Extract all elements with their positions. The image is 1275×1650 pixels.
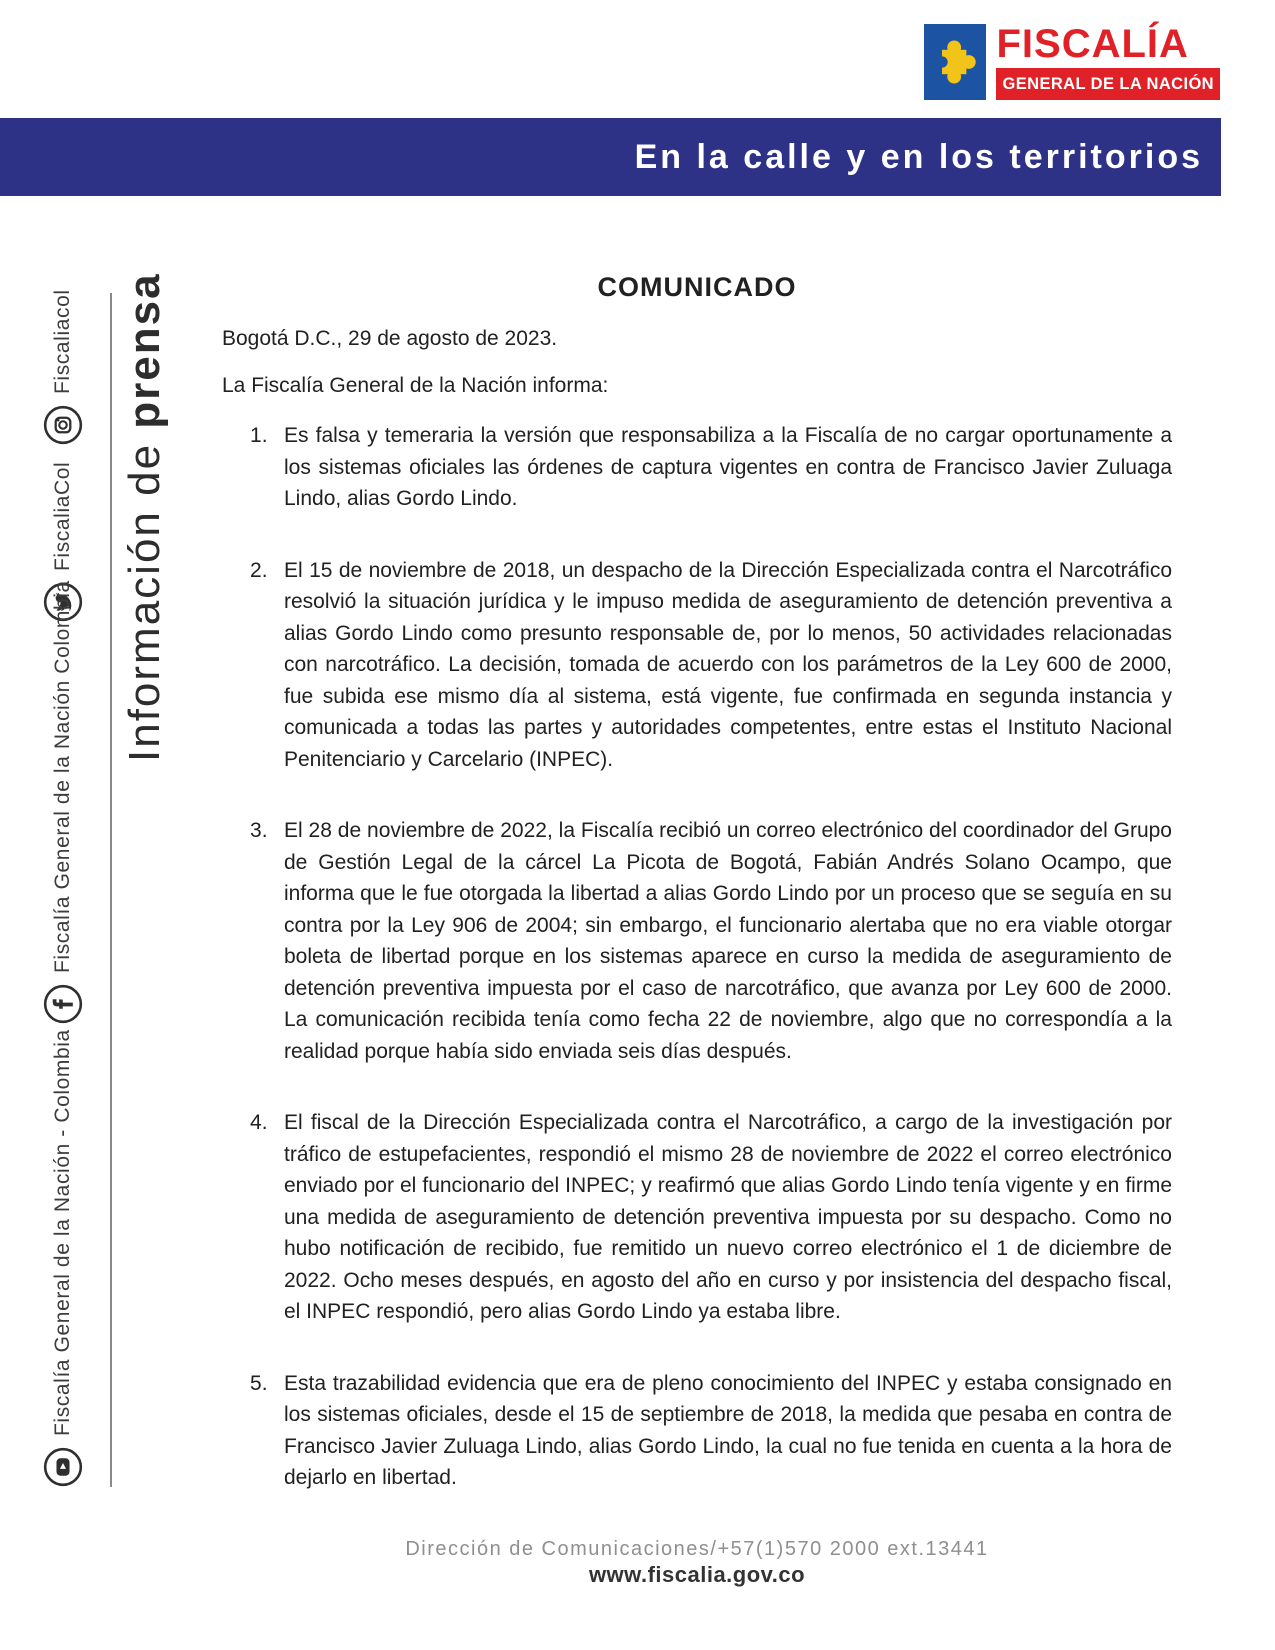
document-body: [222, 272, 1172, 1534]
sidebar-divider: [110, 293, 112, 1487]
youtube-icon: [43, 1447, 83, 1487]
dateline: Bogotá D.C., 29 de agosto de 2023.: [222, 327, 558, 350]
document-footer: [222, 1538, 1172, 1588]
facebook-icon: [43, 984, 83, 1024]
instagram-icon: [43, 405, 83, 445]
list-item: El 28 de noviembre de 2022, la Fiscalía recibió un correo electrónico del coordinador del Grupo de Gestión Legal de la cárcel La Picota de Bogotá, Fabián Andrés Solano Ocampo, que informa que le fue otorgada la libertad a alias Gordo Lindo por un proceso que se seguía en su contra por la Ley 906 de 2004; sin embargo, el funcionario alertaba que no era viable otorgar boleta de libertad porque en los sistemas aparece en curso la medida de aseguramiento de detención preventiva impuesta por el caso de narcotráfico, que avanza por Ley 600 de 2000. La comunicación recibida tenía como fecha 22 de noviembre, algo que no correspondía a la realidad porque había sido enviada seis días después.: [284, 819, 1172, 1063]
social-handle: Fiscalía General de la Nación - Colombia: [51, 1029, 74, 1436]
social-handle: FiscaliaCol: [51, 461, 74, 571]
social-handle: Fiscalía General de la Nación Colombia: [51, 580, 74, 973]
social-item-instagram: [42, 289, 84, 445]
list-item: Es falsa y temeraria la versión que responsabiliza a la Fiscalía de no cargar oportunamente a los sistemas oficiales las órdenes de captura vigentes en contra de Francisco Javier Zuluaga Lindo, alias Gordo Lindo.: [284, 424, 1172, 510]
puzzle-piece-icon: [924, 24, 986, 100]
list-item: Esta trazabilidad evidencia que era de pleno conocimiento del INPEC y estaba consignado en los sistemas oficiales, desde el 15 de septiembre de 2018, la medida que pesaba en contra de Francisco Javier Zuluaga Lindo, alias Gordo Lindo, la cual no fue tenida en cuenta a la hora de dejarlo en libertad.: [284, 1371, 1172, 1489]
logo-subtitle: GENERAL DE LA NACIÓN: [996, 68, 1220, 100]
list-item: El fiscal de la Dirección Especializada contra el Narcotráfico, a cargo de la investigación por tráfico de estupefacientes, respondió el mismo 28 de noviembre de 2022 el correo electrónico enviado por el funcionario del INPEC; y reafirmó que alias Gordo Lindo tenía vigente y en firme una medida de aseguramiento de detención preventiva impuesta por su despacho. Como no hubo notificación de recibido, fue remitido un nuevo correo electrónico el 1 de diciembre de 2022. Ocho meses después, en agosto del año en curso y por insistencia del despacho fiscal, el INPEC respondió, pero alias Gordo Lindo ya estaba libre.: [284, 1111, 1172, 1323]
numbered-list: [222, 420, 1172, 1494]
social-item-facebook: [42, 580, 84, 1024]
campaign-banner: [0, 118, 1221, 196]
social-handle: Fiscaliacol: [51, 289, 74, 394]
document-title: COMUNICADO: [597, 272, 797, 302]
footer-contact: Dirección de Comunicaciones/+57(1)570 2000 ext.13441: [405, 1538, 989, 1560]
list-item: El 15 de noviembre de 2018, un despacho de la Dirección Especializada contra el Narcotráfico resolvió la situación jurídica y le impuso medida de aseguramiento de detención preventiva a alias Gordo Lindo como presunto responsable de, por lo menos, 50 actividades relacionadas con narcotráfico. La decisión, tomada de acuerdo con los parámetros de la Ley 600 de 2000, fue subida ese mismo día al sistema, está vigente, fue confirmada en segunda instancia y comunicada a todas las partes y autoridades competentes, entre estas el Instituto Nacional Penitenciario y Carcelario (INPEC).: [284, 558, 1172, 771]
logo-text: [996, 24, 1220, 100]
banner-slogan: En la calle y en los territorios: [634, 137, 1203, 176]
social-item-youtube: [42, 1029, 84, 1487]
press-info-bold: prensa: [120, 272, 169, 429]
intro-line: La Fiscalía General de la Nación informa:: [222, 374, 609, 397]
press-info-label: [120, 272, 170, 762]
fiscalia-logo: [924, 24, 1220, 100]
footer-website: www.fiscalia.gov.co: [588, 1562, 806, 1587]
logo-name: FISCALÍA: [996, 22, 1189, 66]
press-info-regular: Información de: [120, 428, 169, 762]
